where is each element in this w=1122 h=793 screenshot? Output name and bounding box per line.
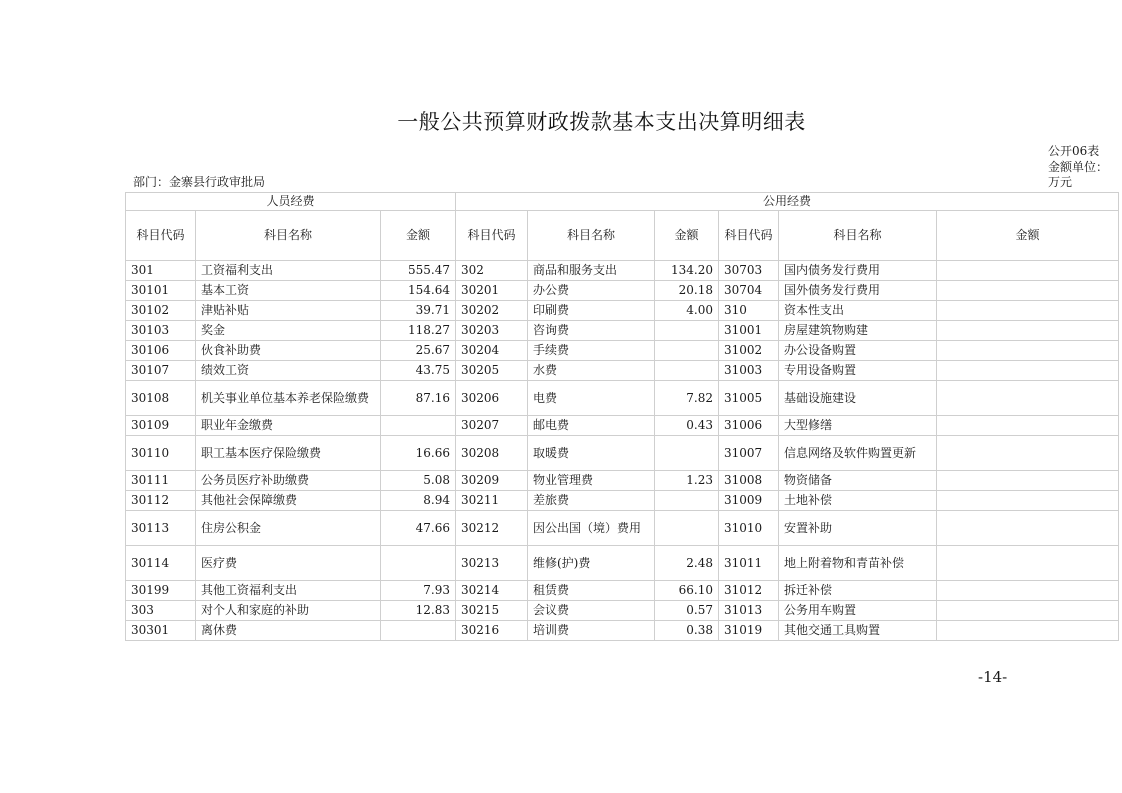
cell-capital-name: 信息网络及软件购置更新 — [779, 436, 937, 471]
cell-personnel-amount: 39.71 — [381, 301, 456, 321]
table-row — [126, 436, 1119, 471]
header-amount: 金额 — [655, 211, 719, 261]
cell-capital-amount — [937, 381, 1119, 416]
cell-capital-amount — [937, 581, 1119, 601]
cell-goods-amount: 20.18 — [655, 281, 719, 301]
cell-capital-code: 30704 — [719, 281, 779, 301]
cell-goods-code: 30211 — [456, 491, 528, 511]
cell-goods-amount: 0.43 — [655, 416, 719, 436]
header-amount: 金额 — [381, 211, 456, 261]
cell-capital-name: 基础设施建设 — [779, 381, 937, 416]
cell-capital-amount — [937, 361, 1119, 381]
table-row — [126, 301, 1119, 321]
cell-capital-name: 房屋建筑物购建 — [779, 321, 937, 341]
cell-personnel-code: 30107 — [126, 361, 196, 381]
cell-capital-amount — [937, 491, 1119, 511]
expenditure-table — [125, 192, 1119, 641]
cell-personnel-name: 工资福利支出 — [196, 261, 381, 281]
cell-goods-code: 30214 — [456, 581, 528, 601]
cell-capital-name: 公务用车购置 — [779, 601, 937, 621]
cell-personnel-amount — [381, 621, 456, 641]
cell-personnel-code: 30110 — [126, 436, 196, 471]
cell-capital-amount — [937, 601, 1119, 621]
cell-goods-amount: 1.23 — [655, 471, 719, 491]
cell-capital-amount — [937, 261, 1119, 281]
cell-capital-name: 地上附着物和青苗补偿 — [779, 546, 937, 581]
table-row — [126, 546, 1119, 581]
table-row — [126, 381, 1119, 416]
cell-goods-name: 会议费 — [528, 601, 655, 621]
cell-goods-name: 办公费 — [528, 281, 655, 301]
cell-goods-code: 30205 — [456, 361, 528, 381]
cell-capital-code: 31008 — [719, 471, 779, 491]
cell-personnel-name: 对个人和家庭的补助 — [196, 601, 381, 621]
cell-goods-amount — [655, 436, 719, 471]
cell-personnel-amount: 25.67 — [381, 341, 456, 361]
cell-personnel-name: 机关事业单位基本养老保险缴费 — [196, 381, 381, 416]
cell-capital-code: 31002 — [719, 341, 779, 361]
cell-goods-name: 咨询费 — [528, 321, 655, 341]
table-row — [126, 416, 1119, 436]
cell-personnel-name: 奖金 — [196, 321, 381, 341]
cell-goods-amount: 7.82 — [655, 381, 719, 416]
cell-personnel-name: 离休费 — [196, 621, 381, 641]
cell-personnel-code: 30108 — [126, 381, 196, 416]
cell-goods-amount: 0.57 — [655, 601, 719, 621]
department-label: 部门：金寨县行政审批局 — [133, 175, 266, 189]
header-code: 科目代码 — [456, 211, 528, 261]
cell-personnel-name: 伙食补助费 — [196, 341, 381, 361]
cell-capital-name: 安置补助 — [779, 511, 937, 546]
cell-goods-code: 30212 — [456, 511, 528, 546]
table-row — [126, 491, 1119, 511]
cell-personnel-name: 职工基本医疗保险缴费 — [196, 436, 381, 471]
cell-personnel-name: 住房公积金 — [196, 511, 381, 546]
cell-personnel-code: 30112 — [126, 491, 196, 511]
cell-capital-amount — [937, 621, 1119, 641]
cell-personnel-name: 医疗费 — [196, 546, 381, 581]
cell-goods-code: 30203 — [456, 321, 528, 341]
cell-personnel-code: 30114 — [126, 546, 196, 581]
cell-goods-name: 商品和服务支出 — [528, 261, 655, 281]
cell-goods-amount — [655, 321, 719, 341]
cell-capital-amount — [937, 511, 1119, 546]
cell-goods-code: 30204 — [456, 341, 528, 361]
group-personnel: 人员经费 — [126, 193, 456, 211]
cell-goods-code: 30213 — [456, 546, 528, 581]
cell-goods-amount — [655, 361, 719, 381]
cell-personnel-name: 其他工资福利支出 — [196, 581, 381, 601]
cell-personnel-code: 303 — [126, 601, 196, 621]
cell-capital-name: 其他交通工具购置 — [779, 621, 937, 641]
table-row — [126, 581, 1119, 601]
cell-goods-code: 30206 — [456, 381, 528, 416]
table-row — [126, 281, 1119, 301]
cell-goods-name: 水费 — [528, 361, 655, 381]
cell-capital-code: 310 — [719, 301, 779, 321]
table-row — [126, 621, 1119, 641]
cell-capital-amount — [937, 546, 1119, 581]
header-code: 科目代码 — [719, 211, 779, 261]
page-number: -14- — [978, 668, 1008, 686]
cell-goods-name: 差旅费 — [528, 491, 655, 511]
cell-goods-code: 30201 — [456, 281, 528, 301]
cell-personnel-code: 30111 — [126, 471, 196, 491]
cell-personnel-code: 30301 — [126, 621, 196, 641]
table-row — [126, 601, 1119, 621]
cell-personnel-amount: 555.47 — [381, 261, 456, 281]
table-row — [126, 321, 1119, 341]
cell-goods-name: 邮电费 — [528, 416, 655, 436]
cell-capital-code: 31012 — [719, 581, 779, 601]
cell-goods-amount — [655, 491, 719, 511]
cell-goods-name: 租赁费 — [528, 581, 655, 601]
cell-capital-name: 物资储备 — [779, 471, 937, 491]
cell-capital-code: 30703 — [719, 261, 779, 281]
cell-capital-code: 31006 — [719, 416, 779, 436]
cell-capital-code: 31003 — [719, 361, 779, 381]
cell-capital-amount — [937, 301, 1119, 321]
header-amount: 金额 — [937, 211, 1119, 261]
cell-goods-name: 培训费 — [528, 621, 655, 641]
cell-personnel-code: 301 — [126, 261, 196, 281]
cell-personnel-name: 绩效工资 — [196, 361, 381, 381]
cell-capital-amount — [937, 281, 1119, 301]
cell-personnel-amount: 12.83 — [381, 601, 456, 621]
cell-goods-name: 因公出国（境）费用 — [528, 511, 655, 546]
cell-personnel-amount: 7.93 — [381, 581, 456, 601]
cell-personnel-code: 30109 — [126, 416, 196, 436]
group-public: 公用经费 — [456, 193, 1119, 211]
cell-goods-amount: 66.10 — [655, 581, 719, 601]
cell-personnel-code: 30101 — [126, 281, 196, 301]
cell-goods-code: 30207 — [456, 416, 528, 436]
cell-capital-code: 31011 — [719, 546, 779, 581]
cell-goods-name: 印刷费 — [528, 301, 655, 321]
cell-personnel-amount — [381, 416, 456, 436]
cell-capital-name: 大型修缮 — [779, 416, 937, 436]
cell-goods-amount — [655, 341, 719, 361]
table-row — [126, 511, 1119, 546]
cell-personnel-name: 津贴补贴 — [196, 301, 381, 321]
cell-goods-amount: 2.48 — [655, 546, 719, 581]
cell-capital-code: 31009 — [719, 491, 779, 511]
cell-capital-amount — [937, 341, 1119, 361]
group-header-row — [126, 193, 1119, 211]
cell-goods-amount: 4.00 — [655, 301, 719, 321]
cell-capital-name: 专用设备购置 — [779, 361, 937, 381]
cell-personnel-code: 30106 — [126, 341, 196, 361]
cell-personnel-code: 30103 — [126, 321, 196, 341]
table-row — [126, 341, 1119, 361]
cell-capital-name: 办公设备购置 — [779, 341, 937, 361]
cell-goods-code: 30208 — [456, 436, 528, 471]
cell-personnel-amount: 16.66 — [381, 436, 456, 471]
cell-capital-code: 31005 — [719, 381, 779, 416]
cell-goods-name: 物业管理费 — [528, 471, 655, 491]
cell-capital-code: 31013 — [719, 601, 779, 621]
cell-capital-name: 拆迁补偿 — [779, 581, 937, 601]
cell-personnel-code: 30102 — [126, 301, 196, 321]
cell-capital-amount — [937, 321, 1119, 341]
cell-capital-amount — [937, 436, 1119, 471]
cell-capital-amount — [937, 416, 1119, 436]
cell-personnel-code: 30199 — [126, 581, 196, 601]
cell-goods-code: 30209 — [456, 471, 528, 491]
cell-goods-amount: 134.20 — [655, 261, 719, 281]
cell-capital-name: 资本性支出 — [779, 301, 937, 321]
cell-personnel-name: 其他社会保障缴费 — [196, 491, 381, 511]
cell-personnel-name: 基本工资 — [196, 281, 381, 301]
cell-capital-name: 土地补偿 — [779, 491, 937, 511]
table-row — [126, 361, 1119, 381]
cell-goods-name: 取暖费 — [528, 436, 655, 471]
form-number: 公开06表 — [1048, 144, 1100, 158]
column-header-row — [126, 211, 1119, 261]
header-code: 科目代码 — [126, 211, 196, 261]
cell-personnel-amount: 47.66 — [381, 511, 456, 546]
cell-capital-code: 31001 — [719, 321, 779, 341]
cell-goods-code: 30215 — [456, 601, 528, 621]
table-row — [126, 471, 1119, 491]
cell-personnel-amount: 8.94 — [381, 491, 456, 511]
cell-capital-name: 国外债务发行费用 — [779, 281, 937, 301]
cell-goods-code: 302 — [456, 261, 528, 281]
cell-capital-amount — [937, 471, 1119, 491]
cell-goods-name: 电费 — [528, 381, 655, 416]
cell-goods-amount — [655, 511, 719, 546]
cell-personnel-amount: 43.75 — [381, 361, 456, 381]
cell-personnel-name: 公务员医疗补助缴费 — [196, 471, 381, 491]
cell-goods-name: 维修(护)费 — [528, 546, 655, 581]
amount-unit-label: 金额单位： — [1048, 160, 1109, 174]
cell-personnel-amount: 118.27 — [381, 321, 456, 341]
report-title: 一般公共预算财政拨款基本支出决算明细表 — [397, 110, 806, 134]
cell-personnel-amount — [381, 546, 456, 581]
cell-personnel-code: 30113 — [126, 511, 196, 546]
header-name: 科目名称 — [196, 211, 381, 261]
cell-capital-name: 国内债务发行费用 — [779, 261, 937, 281]
amount-unit-value: 万元 — [1048, 175, 1073, 189]
cell-goods-code: 30202 — [456, 301, 528, 321]
cell-capital-code: 31010 — [719, 511, 779, 546]
cell-personnel-amount: 5.08 — [381, 471, 456, 491]
cell-capital-code: 31007 — [719, 436, 779, 471]
header-name: 科目名称 — [779, 211, 937, 261]
header-name: 科目名称 — [528, 211, 655, 261]
table-row — [126, 261, 1119, 281]
cell-capital-code: 31019 — [719, 621, 779, 641]
cell-personnel-name: 职业年金缴费 — [196, 416, 381, 436]
cell-personnel-amount: 87.16 — [381, 381, 456, 416]
amount-unit — [1048, 160, 1108, 190]
cell-personnel-amount: 154.64 — [381, 281, 456, 301]
cell-goods-code: 30216 — [456, 621, 528, 641]
cell-goods-amount: 0.38 — [655, 621, 719, 641]
cell-goods-name: 手续费 — [528, 341, 655, 361]
